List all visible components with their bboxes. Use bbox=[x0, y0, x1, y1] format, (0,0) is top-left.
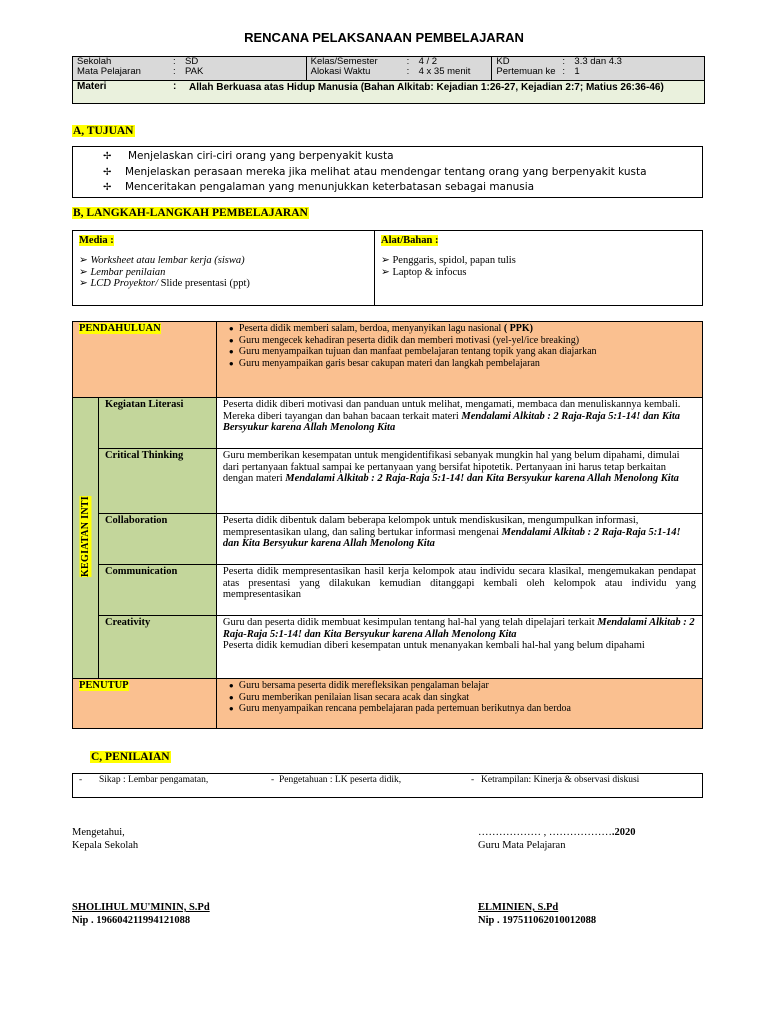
assessment-attitude: Sikap : Lembar pengamatan, bbox=[99, 775, 209, 785]
class-label: Kelas/Semester bbox=[310, 56, 378, 67]
signature-right: ……………… , ……………….2020 Guru Mata Pelajaran bbox=[478, 827, 636, 851]
list-item: ● Guru menyampaikan rencana pembelajaran pada pertemuan berikutnya dan berdoa bbox=[223, 703, 696, 715]
identity-cell-school: Sekolah : SD Mata Pelajaran : PAK bbox=[73, 57, 307, 81]
page-title: RENCANA PELAKSANAAN PEMBELAJARAN bbox=[244, 30, 524, 45]
teacher-name: ELMINIEN, S.Pd bbox=[478, 902, 559, 913]
class-value: 4 / 2 bbox=[418, 56, 438, 67]
list-item: ➢ Laptop & infocus bbox=[381, 266, 467, 278]
media-column bbox=[73, 231, 375, 305]
teacher-signature-block bbox=[478, 901, 596, 927]
list-item: ✢ Menjelaskan perasaan mereka jika melihat atau mendengar tentang orang yang berpenyakit kusta bbox=[103, 165, 702, 181]
kegiatan-inti-label-cell bbox=[73, 398, 99, 679]
objectives-box bbox=[72, 146, 703, 198]
cross-bullet-icon: ✢ bbox=[103, 151, 112, 162]
list-item: ● Guru memberikan penilaian lisan secara acak dan singkat bbox=[223, 692, 696, 704]
materi-value: Allah Berkuasa atas Hidup Manusia (Bahan Alkitab: Kejadian 1:26-27, Kejadian 2:7; Matius 26:36-46) bbox=[189, 82, 664, 93]
table-row bbox=[73, 514, 703, 565]
school-label: Sekolah bbox=[77, 56, 112, 67]
signature-left: Mengetahui, Kepala Sekolah bbox=[72, 827, 139, 851]
inti-row-label: Communication bbox=[98, 565, 216, 616]
time-value: 4 x 35 menit bbox=[418, 66, 471, 77]
principal-signature-block bbox=[72, 901, 210, 927]
time-label: Alokasi Waktu bbox=[310, 66, 371, 77]
section-a-heading: A, TUJUAN bbox=[73, 125, 134, 137]
inti-row-label: Kegiatan Literasi bbox=[98, 398, 216, 449]
dot-bullet-icon: ● bbox=[228, 347, 234, 356]
inti-row-content: Peserta didik mempresentasikan hasil kerja kelompok atau individu secara klasikal, mengemukakan pendapat atas presentasi yang dilakukan kemudian ditanggapi kembali oleh kelompok atau individu yang mempresentasikan bbox=[216, 565, 702, 616]
list-item: ➢ LCD Proyektor/ Slide presentasi (ppt) bbox=[79, 278, 250, 289]
dot-bullet-icon: ● bbox=[228, 358, 234, 368]
principal-nip: Nip . 196604211994121088 bbox=[72, 915, 191, 926]
inti-row-content: Guru dan peserta didik membuat kesimpulan tentang hal-hal yang telah dipelajari terkait Mendalami Alkitab : 2 Raja-Raja 5:1-14! dan Kita Bersyukur karena Allah Menolong Kita Peserta didik kemudian diberi kesempatan untuk menanyakan kembali hal-hal yang belum dipahami bbox=[216, 616, 702, 679]
list-item: ➢ Penggaris, spidol, papan tulis bbox=[381, 255, 516, 266]
assessment-skills: Ketrampilan: Kinerja & observasi diskusi bbox=[481, 775, 640, 785]
section-b-heading: B, LANGKAH-LANGKAH PEMBELAJARAN bbox=[73, 207, 308, 219]
kd-value: 3.3 dan 4.3 bbox=[574, 56, 622, 67]
arrow-bullet-icon: ➢ bbox=[381, 255, 390, 266]
table-row bbox=[73, 322, 703, 398]
table-row bbox=[73, 679, 703, 729]
kd-label: KD bbox=[496, 56, 510, 67]
penutup-content bbox=[216, 679, 702, 729]
list-item: ➢ Lembar penilaian bbox=[79, 266, 166, 278]
cross-bullet-icon: ✢ bbox=[103, 182, 112, 193]
tools-column bbox=[375, 231, 702, 305]
media-heading: Media : bbox=[79, 235, 114, 246]
teacher-nip: Nip . 197511062010012088 bbox=[478, 915, 597, 926]
dot-bullet-icon: ● bbox=[228, 692, 234, 702]
school-value: SD bbox=[185, 56, 199, 67]
cross-bullet-icon: ✢ bbox=[103, 166, 112, 178]
table-row bbox=[73, 398, 703, 449]
inti-row-label: Creativity bbox=[98, 616, 216, 679]
inti-row-label: Collaboration bbox=[98, 514, 216, 565]
assessment-box: - Sikap : Lembar pengamatan, - Pengetahuan : LK peserta didik, - Ketrampilan: Kinerja & observasi diskusi bbox=[72, 773, 703, 798]
arrow-bullet-icon: ➢ bbox=[79, 266, 88, 278]
media-box bbox=[72, 230, 703, 306]
list-item: ● Guru mengecek kehadiran peserta didik dan memberi motivasi (yel-yel/ice breaking) bbox=[223, 335, 696, 347]
list-item: ✢ Menjelaskan ciri-ciri orang yang berpenyakit kusta bbox=[103, 149, 702, 165]
inti-row-content: Peserta didik dibentuk dalam beberapa kelompok untuk mendiskusikan, mengumpulkan informasi, mempresentasikan ulang, dan saling bertukar informasi mengenai Mendalami Alkitab : 2 Raja-Raja 5:1-14! dan Kita Bersyukur karena Allah Menolong Kita bbox=[216, 514, 702, 565]
list-item: ● Peserta didik memberi salam, berdoa, menyanyikan lagu nasional ( PPK) bbox=[223, 323, 696, 335]
list-item: ● Guru menyampaikan tujuan dan manfaat pembelajaran tentang topik yang akan diajarkan bbox=[223, 346, 696, 358]
dot-bullet-icon: ● bbox=[228, 335, 234, 345]
list-item: ● Guru bersama peserta didik merefleksikan pengalaman belajar bbox=[223, 680, 696, 692]
inti-row-label: Critical Thinking bbox=[98, 449, 216, 514]
arrow-bullet-icon: ➢ bbox=[79, 255, 88, 266]
identity-cell-class: Kelas/Semester : 4 / 2 Alokasi Waktu : 4 x 35 menit bbox=[306, 57, 492, 81]
meeting-label: Pertemuan ke bbox=[496, 66, 556, 77]
tools-heading: Alat/Bahan : bbox=[381, 235, 439, 246]
list-item: ✢ Menceritakan pengalaman yang menunjukkan keterbatasan sebagai manusia bbox=[103, 180, 702, 196]
table-row bbox=[73, 565, 703, 616]
activity-table bbox=[72, 321, 703, 729]
materi-cell: Materi : Allah Berkuasa atas Hidup Manusia (Bahan Alkitab: Kejadian 1:26-27, Kejadian 2:7; Matius 26:36-46) bbox=[73, 81, 705, 104]
subject-label: Mata Pelajaran bbox=[77, 66, 141, 77]
penutup-label-cell: PENUTUP bbox=[73, 679, 217, 729]
dot-bullet-icon: ● bbox=[228, 324, 234, 333]
arrow-bullet-icon: ➢ bbox=[381, 266, 390, 278]
section-c-heading: C, PENILAIAN bbox=[91, 751, 170, 763]
identity-cell-kd: KD : 3.3 dan 4.3 Pertemuan ke : 1 bbox=[492, 57, 705, 81]
materi-label: Materi bbox=[77, 81, 107, 92]
dot-bullet-icon: ● bbox=[228, 704, 234, 713]
inti-row-content: Peserta didik diberi motivasi dan panduan untuk melihat, mengamati, membaca dan menuliskannya kembali. Mereka diberi tayangan dan bahan bacaan terkait materi Mendalami Alkitab : 2 Raja-Raja 5:1-14! dan Kita Bersyukur karena Allah Menolong Kita bbox=[216, 398, 702, 449]
meeting-value: 1 bbox=[574, 66, 580, 77]
list-item: ➢ Worksheet atau lembar kerja (siswa) bbox=[79, 255, 245, 266]
arrow-bullet-icon: ➢ bbox=[79, 278, 88, 289]
principal-name: SHOLIHUL MU'MININ, S.Pd bbox=[72, 902, 210, 913]
subject-value: PAK bbox=[185, 66, 204, 77]
kegiatan-inti-label: KEGIATAN INTI bbox=[79, 495, 91, 577]
inti-row-content: Guru memberikan kesempatan untuk mengidentifikasi sebanyak mungkin hal yang belum dipahami, dimulai dari pertanyaan faktual sampai ke pertanyaan yang bersifat hipotetik. Pertanyaan ini harus tetap berkaitan dengan materi Mendalami Alkitab : 2 Raja-Raja 5:1-14! dan Kita Bersyukur karena Allah Menolong Kita bbox=[216, 449, 702, 514]
pendahuluan-content bbox=[216, 322, 702, 398]
pendahuluan-label-cell: PENDAHULUAN bbox=[73, 322, 217, 398]
assessment-knowledge: Pengetahuan : LK peserta didik, bbox=[279, 775, 402, 785]
dot-bullet-icon: ● bbox=[228, 681, 234, 690]
table-row bbox=[73, 449, 703, 514]
list-item: ● Guru menyampaikan garis besar cakupan materi dan langkah pembelajaran bbox=[223, 358, 696, 370]
table-row bbox=[73, 616, 703, 679]
identity-table bbox=[72, 56, 705, 104]
